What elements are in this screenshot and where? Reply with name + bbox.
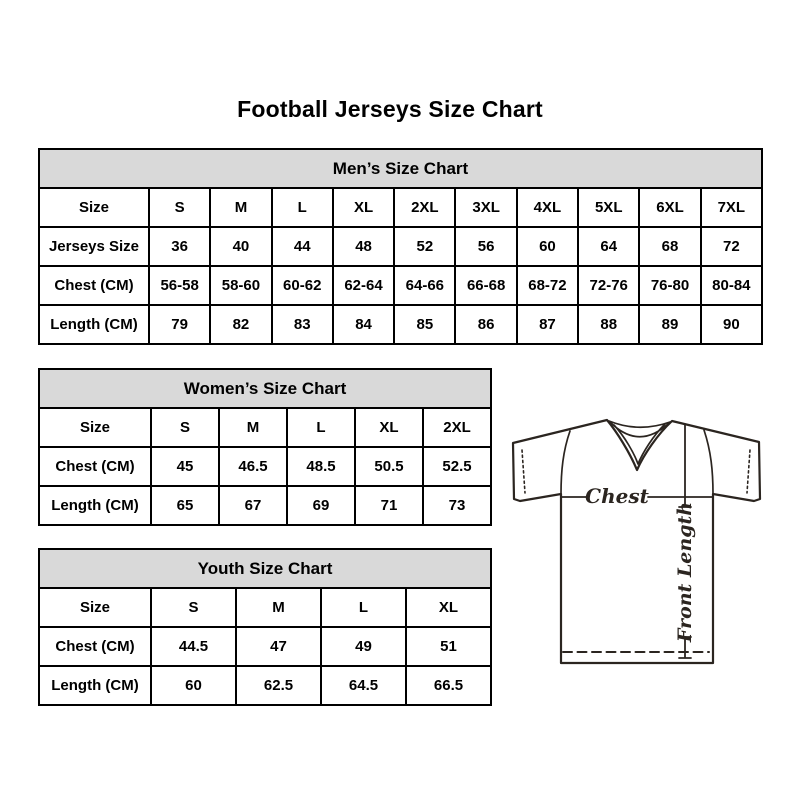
size-table	[38, 148, 763, 345]
value-cell: M	[219, 408, 287, 447]
value-cell: 3XL	[455, 188, 516, 227]
table-row	[39, 227, 762, 266]
jersey-outline	[513, 420, 760, 663]
table-row	[39, 666, 491, 705]
size-table	[38, 368, 492, 526]
value-cell: 83	[272, 305, 333, 344]
value-cell: 46.5	[219, 447, 287, 486]
value-cell: 52	[394, 227, 455, 266]
row-label-cell: Size	[39, 188, 149, 227]
value-cell: 2XL	[423, 408, 491, 447]
value-cell: 5XL	[578, 188, 639, 227]
value-cell: 44.5	[151, 627, 236, 666]
youth-size-table	[38, 548, 492, 706]
value-cell: 48.5	[287, 447, 355, 486]
value-cell: 72-76	[578, 266, 639, 305]
value-cell: 40	[210, 227, 271, 266]
value-cell: 56	[455, 227, 516, 266]
row-label-cell: Jerseys Size	[39, 227, 149, 266]
womens-size-table	[38, 368, 492, 526]
value-cell: 64	[578, 227, 639, 266]
table-row	[39, 408, 491, 447]
table-row	[39, 588, 491, 627]
value-cell: 49	[321, 627, 406, 666]
value-cell: 66.5	[406, 666, 491, 705]
value-cell: 65	[151, 486, 219, 525]
value-cell: 7XL	[701, 188, 762, 227]
value-cell: 90	[701, 305, 762, 344]
value-cell: S	[151, 408, 219, 447]
table-row	[39, 188, 762, 227]
value-cell: 64-66	[394, 266, 455, 305]
table-row	[39, 486, 491, 525]
value-cell: S	[149, 188, 210, 227]
table-row	[39, 447, 491, 486]
value-cell: L	[321, 588, 406, 627]
value-cell: L	[272, 188, 333, 227]
value-cell: 86	[455, 305, 516, 344]
value-cell: M	[210, 188, 271, 227]
value-cell: 2XL	[394, 188, 455, 227]
page-title: Football Jerseys Size Chart	[237, 96, 543, 122]
value-cell: 68	[639, 227, 700, 266]
table-header: Youth Size Chart	[39, 549, 491, 588]
value-cell: 36	[149, 227, 210, 266]
row-label-cell: Size	[39, 588, 151, 627]
value-cell: L	[287, 408, 355, 447]
table-row	[39, 305, 762, 344]
value-cell: 47	[236, 627, 321, 666]
value-cell: 50.5	[355, 447, 423, 486]
row-label-cell: Length (CM)	[39, 666, 151, 705]
front-length-label: Front Length	[674, 501, 696, 643]
value-cell: 60	[517, 227, 578, 266]
value-cell: 52.5	[423, 447, 491, 486]
table-header: Men’s Size Chart	[39, 149, 762, 188]
value-cell: 48	[333, 227, 394, 266]
value-cell: 45	[151, 447, 219, 486]
mens-size-table	[38, 148, 763, 345]
value-cell: 82	[210, 305, 271, 344]
value-cell: 87	[517, 305, 578, 344]
chest-label: Chest	[585, 484, 649, 508]
row-label-cell: Length (CM)	[39, 305, 149, 344]
value-cell: 44	[272, 227, 333, 266]
table-row	[39, 266, 762, 305]
value-cell: 62-64	[333, 266, 394, 305]
value-cell: 62.5	[236, 666, 321, 705]
row-label-cell: Chest (CM)	[39, 266, 149, 305]
row-label-cell: Size	[39, 408, 151, 447]
value-cell: XL	[355, 408, 423, 447]
value-cell: 60	[151, 666, 236, 705]
value-cell: S	[151, 588, 236, 627]
value-cell: 6XL	[639, 188, 700, 227]
size-table	[38, 548, 492, 706]
value-cell: 79	[149, 305, 210, 344]
value-cell: M	[236, 588, 321, 627]
row-label-cell: Chest (CM)	[39, 627, 151, 666]
value-cell: 68-72	[517, 266, 578, 305]
value-cell: 71	[355, 486, 423, 525]
row-label-cell: Length (CM)	[39, 486, 151, 525]
value-cell: 88	[578, 305, 639, 344]
value-cell: 51	[406, 627, 491, 666]
value-cell: 58-60	[210, 266, 271, 305]
value-cell: 66-68	[455, 266, 516, 305]
value-cell: 60-62	[272, 266, 333, 305]
value-cell: 67	[219, 486, 287, 525]
value-cell: 73	[423, 486, 491, 525]
table-header: Women’s Size Chart	[39, 369, 491, 408]
value-cell: 85	[394, 305, 455, 344]
value-cell: 76-80	[639, 266, 700, 305]
table-row	[39, 627, 491, 666]
value-cell: 69	[287, 486, 355, 525]
value-cell: XL	[333, 188, 394, 227]
value-cell: 84	[333, 305, 394, 344]
value-cell: XL	[406, 588, 491, 627]
value-cell: 89	[639, 305, 700, 344]
value-cell: 72	[701, 227, 762, 266]
value-cell: 80-84	[701, 266, 762, 305]
jersey-measurement-diagram	[503, 406, 775, 688]
value-cell: 56-58	[149, 266, 210, 305]
value-cell: 64.5	[321, 666, 406, 705]
value-cell: 4XL	[517, 188, 578, 227]
row-label-cell: Chest (CM)	[39, 447, 151, 486]
